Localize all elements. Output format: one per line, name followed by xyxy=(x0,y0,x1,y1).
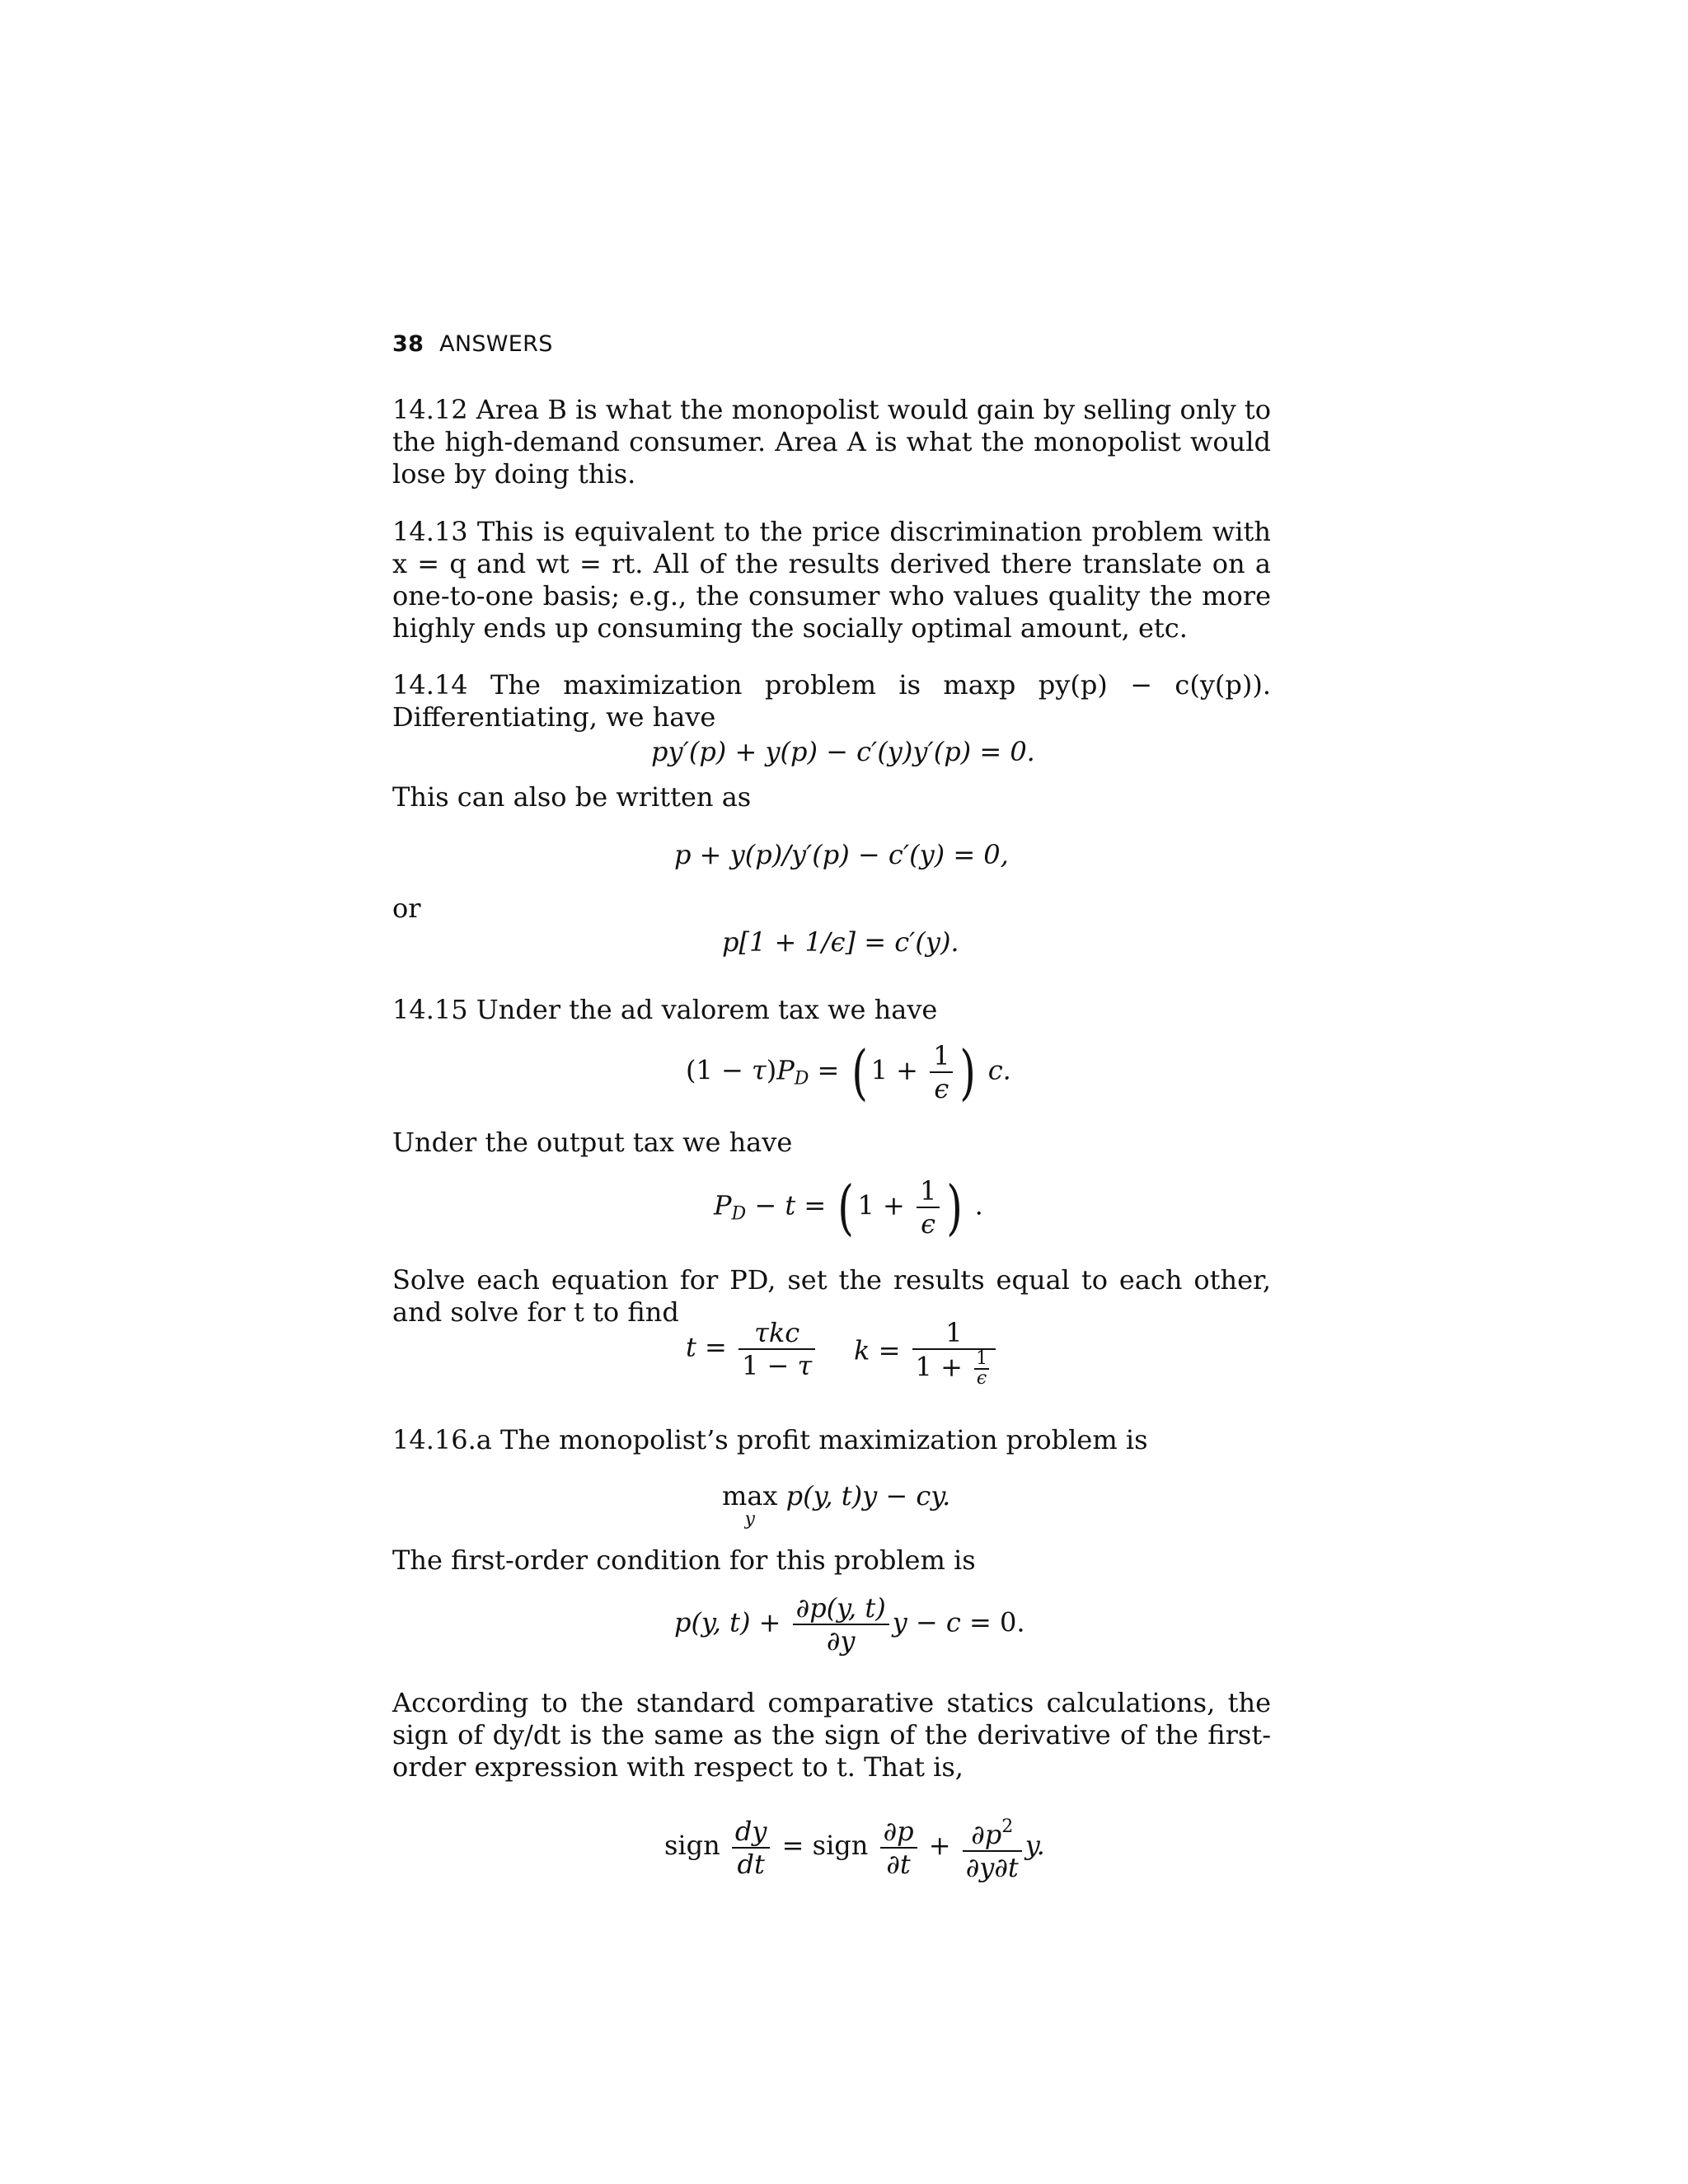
equation-rewritten-text: p + y(p)/y′(p) − c′(y) = 0, xyxy=(674,839,1009,870)
equation-foc-14-16: p(y, t) + $\frac{\partial p(y, t)}{\partial y}$ y − c = 0. xyxy=(674,1592,1025,1657)
answer-14-14-also xyxy=(392,781,1271,813)
equation-t-solution: t = $\frac{\text{τkc}}{1 - \tau}$ xyxy=(686,1317,818,1381)
answer-14-15-output xyxy=(392,1127,1271,1159)
answer-14-15-output-text: Under the output tax we have xyxy=(392,1127,793,1158)
answer-14-14-or-text: or xyxy=(392,893,421,924)
equation-output-tax: $P_D - t$ = ( 1 + $\frac{1}{\epsilon}$ ) . xyxy=(714,1173,983,1242)
equation-markup xyxy=(722,926,959,958)
section-title: ANSWERS xyxy=(439,331,553,357)
answer-14-14-intro xyxy=(392,669,1271,733)
running-header xyxy=(392,331,553,357)
equation-profit-max: max y p(y, t)y − cy. xyxy=(722,1480,951,1530)
answer-14-14-intro-text: 14.14 The maximization problem is maxp py(p) − c(y(p)). Differentiating, we have xyxy=(392,669,1271,733)
equation-rewritten xyxy=(674,839,1009,870)
equation-foc-14-14 xyxy=(651,736,1035,767)
answer-14-15-intro-text: 14.15 Under the ad valorem tax we have xyxy=(392,994,938,1025)
answer-14-12 xyxy=(392,394,1271,490)
answer-14-16a-intro xyxy=(392,1424,1271,1456)
answer-14-15-solve xyxy=(392,1264,1271,1329)
answer-14-16a-comp-statics xyxy=(392,1687,1271,1783)
answer-14-13-text: 14.13 This is equivalent to the price discrimination problem with x = q and wt = rt. All of the results derived there translate on a one-to-one basis; e.g., the consumer who values quality the more highly ends up consuming the socially optimal amount, etc. xyxy=(392,516,1271,644)
answer-14-16a-intro-text: 14.16.a The monopolist’s profit maximization problem is xyxy=(392,1424,1148,1455)
answer-14-16a-comp-statics-text: According to the standard comparative statics calculations, the sign of dy/dt is the same as the sign of the derivative of the first-order expression with respect to t. That is, xyxy=(392,1687,1271,1783)
answer-14-15-solve-text: Solve each equation for PD, set the results equal to each other, and solve for t to find xyxy=(392,1264,1271,1328)
answer-14-12-text: 14.12 Area B is what the monopolist would gain by selling only to the high-demand consumer. Area A is what the monopolist would lose by doing this. xyxy=(392,394,1272,490)
equation-ad-valorem: $(1 - \tau)P_D$ = ( 1 + $\frac{1}{\epsilon}$ ) c. xyxy=(686,1038,1011,1107)
answer-14-13 xyxy=(392,516,1271,644)
page-number: 38 xyxy=(392,331,424,357)
equation-sign-dy-dt: sign $\frac{dy}{dt}$ = sign $\frac{\partial p}{\partial t}$ + $\frac{\partial p^2}{\partial y\partial t}$ y. xyxy=(664,1811,1045,1883)
equation-k-definition: k = 1 1 + $\frac{1}{\epsilon}$ xyxy=(854,1317,999,1388)
answer-14-16a-foc-intro xyxy=(392,1544,1271,1577)
answer-14-14-or xyxy=(392,893,1271,925)
equation-foc-14-14-text: py′(p) + y(p) − c′(y)y′(p) = 0. xyxy=(651,736,1035,767)
answer-14-15-intro xyxy=(392,994,1271,1026)
equation-markup-text: p[1 + 1/ϵ] = c′(y). xyxy=(722,926,959,958)
answer-14-16a-foc-intro-text: The first-order condition for this problem is xyxy=(392,1544,976,1576)
answer-14-14-also-text: This can also be written as xyxy=(392,781,752,813)
